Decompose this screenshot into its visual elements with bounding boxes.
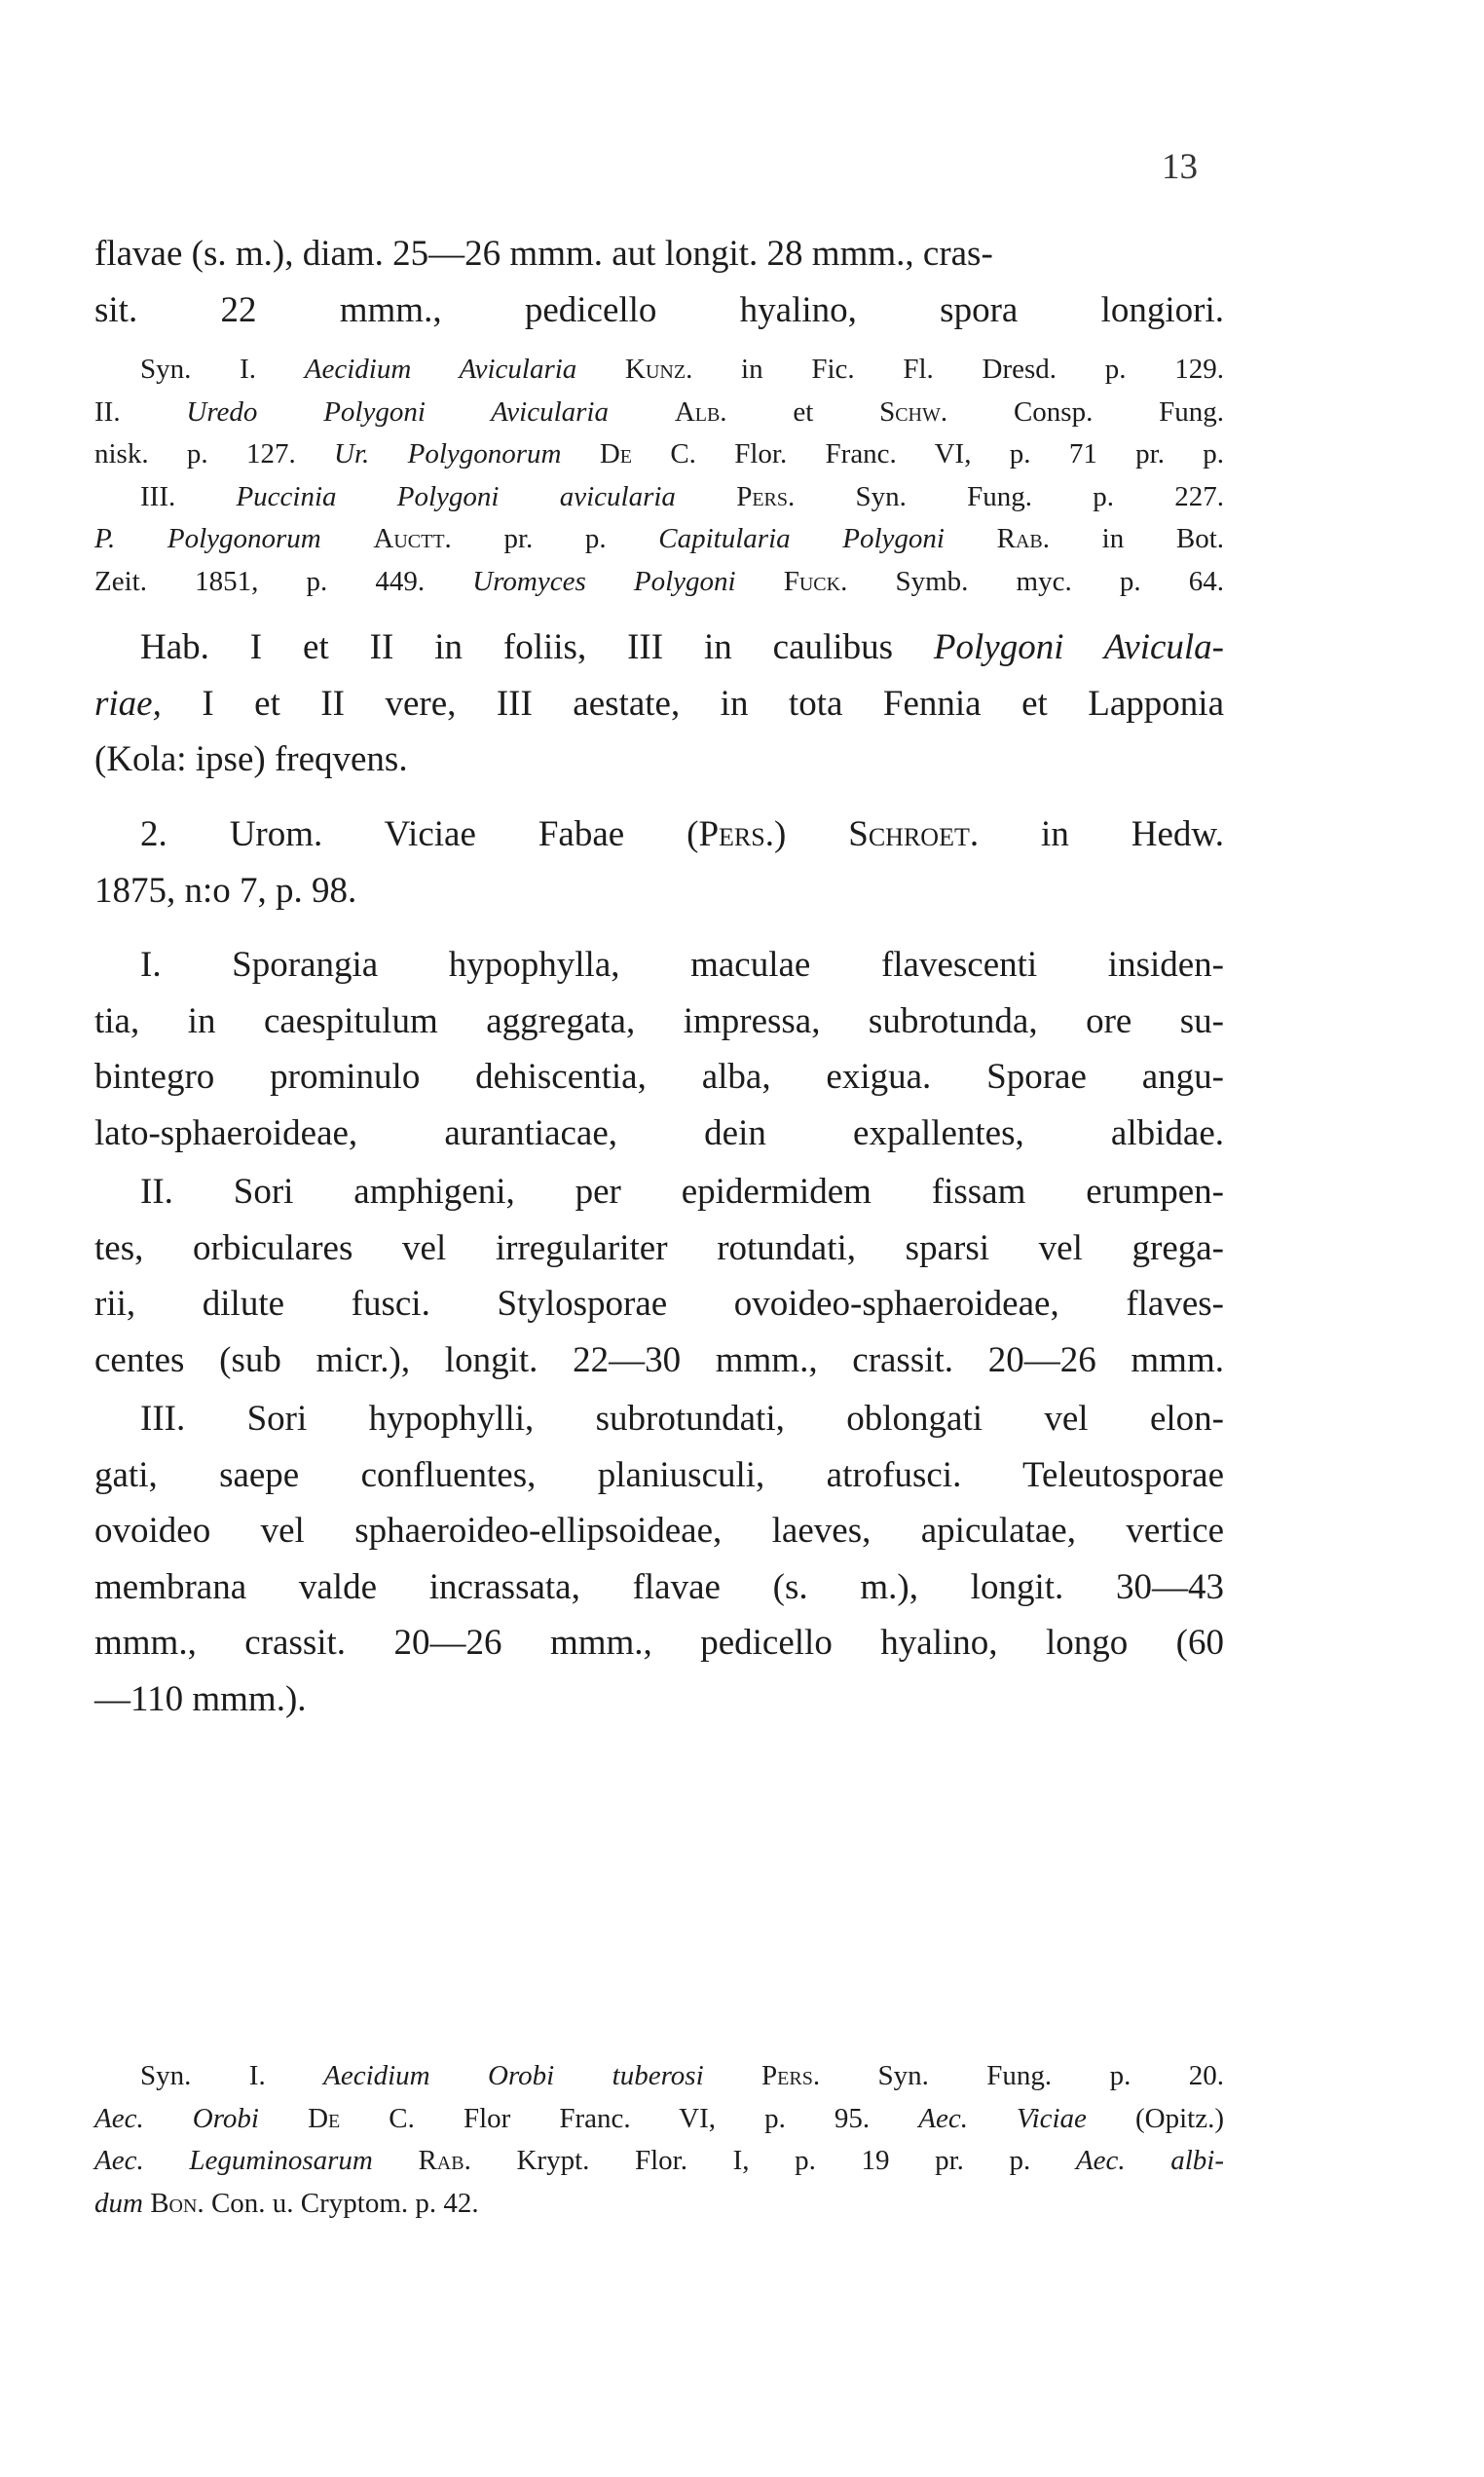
habitat-paragraph — [94, 619, 1224, 788]
text-line — [94, 561, 1224, 604]
text-segment: in Fic. Fl. Dresd. p. 129. — [692, 354, 1225, 385]
text-line: lato-sphaeroideae, aurantiacae, dein expallentes, albidae. — [94, 1112, 1224, 1153]
author-name: Rab. — [418, 2145, 471, 2176]
text-segment: in Bot. — [1050, 523, 1224, 554]
author-name: Rab. — [996, 523, 1051, 554]
text-segment — [373, 2145, 419, 2176]
text-segment: nisk. p. 127. — [94, 438, 335, 469]
text-line — [94, 2183, 1224, 2226]
description-teleutosporae — [94, 1391, 1224, 1727]
text-segment: (Kola: ipse) freqvens. — [94, 739, 408, 779]
text-segment — [562, 438, 600, 469]
text-segment — [676, 481, 736, 512]
text-segment: Syn. Fung. p. 20. — [820, 2060, 1224, 2091]
text-line: sit. 22 mmm., pedicello hyalino, spora longiori. — [94, 289, 1224, 330]
text-segment: pr. p. — [451, 523, 659, 554]
text-line: bintegro prominulo dehiscentia, alba, exigua. Sporae angu- — [94, 1057, 1224, 1097]
text-segment: Syn. Fung. p. 227. — [795, 480, 1224, 512]
synonymy-first — [94, 349, 1224, 603]
text-segment: Consp. Fung. — [947, 395, 1224, 428]
text-segment: Hab. I et II in foliis, III in caulibus — [140, 627, 934, 667]
text-line: III. Sori hypophylli, subrotundati, oblongati vel elon- — [140, 1399, 1224, 1439]
italic-taxon: dum — [94, 2187, 143, 2219]
author-name: De — [599, 438, 632, 469]
text-segment — [321, 523, 374, 554]
author-name: Bon. — [150, 2187, 204, 2219]
text-segment: et — [726, 395, 880, 428]
text-line — [94, 676, 1224, 732]
text-line: —110 mmm.). — [94, 1678, 307, 1719]
text-line — [94, 349, 1224, 392]
author-name: Auctt. — [373, 523, 452, 554]
text-line: tes, orbiculares vel irregulariter rotundati, sparsi vel grega- — [94, 1227, 1224, 1268]
italic-taxon: Capitularia Polygoni — [658, 523, 945, 554]
author-name: Schw. — [879, 395, 948, 428]
text-segment: in Hedw. — [979, 814, 1224, 854]
italic-taxon: Puccinia Polygoni avicularia — [236, 480, 676, 512]
text-line — [94, 863, 1224, 919]
text-segment — [945, 523, 997, 554]
text-line: rii, dilute fusci. Stylosporae ovoideo-sphaeroideae, flaves- — [94, 1284, 1224, 1324]
text-segment: Con. u. Cryptom. p. 42. — [204, 2187, 479, 2219]
italic-taxon: Aec. Orobi — [94, 2102, 259, 2134]
author-name: Pers. — [736, 480, 796, 512]
text-segment — [704, 2060, 761, 2091]
text-line — [94, 476, 1224, 519]
italic-taxon: Aec. Viciae — [918, 2102, 1087, 2134]
italic-taxon: Aecidium Orobi tuberosi — [323, 2060, 704, 2091]
text-segment: Syn. I. — [140, 354, 305, 385]
text-segment: C. Flor Franc. VI, p. 95. — [340, 2102, 919, 2134]
text-line: ovoideo vel sphaeroideo-ellipsoideae, laeves, apiculatae, vertice — [94, 1511, 1224, 1551]
description-stylosporae — [94, 1164, 1224, 1388]
italic-taxon: Ur. Polygonorum — [334, 438, 562, 469]
text-line — [94, 2055, 1224, 2098]
text-line: mmm., crassit. 20—26 mmm., pedicello hyalino, longo (60 — [94, 1623, 1224, 1663]
italic-taxon: Aec. Leguminosarum — [94, 2145, 373, 2176]
text-line: centes (sub micr.), longit. 22—30 mmm., crassit. 20—26 mmm. — [94, 1339, 1224, 1380]
text-segment: II. — [94, 395, 187, 428]
italic-taxon: Aec. albi- — [1075, 2145, 1225, 2176]
author-name: De — [308, 2102, 341, 2134]
text-line: flavae (s. m.), diam. 25—26 mmm. aut longit. 28 mmm., cras- — [94, 234, 993, 274]
text-line — [94, 619, 1224, 676]
author-name: Fuck. — [783, 565, 848, 597]
author-name: Pers. — [761, 2060, 821, 2091]
description-sporangia — [94, 937, 1224, 1161]
text-line: I. Sporangia hypophylla, maculae flavescenti insiden- — [140, 945, 1224, 985]
text-segment: 1875, n:o 7, p. 98. — [94, 870, 357, 911]
text-line: gati, saepe confluentes, planiusculi, atrofusci. Teleutosporae — [94, 1454, 1224, 1495]
italic-taxon: Aecidium Avicularia — [304, 354, 577, 385]
text-segment: I et II vere, III aestate, in tota Fennia et Lapponia — [161, 683, 1224, 724]
text-line — [94, 518, 1224, 561]
italic-taxon: Uredo Polygoni Avicularia — [186, 395, 609, 428]
text-line: tia, in caespitulum aggregata, impressa, subrotunda, ore su- — [94, 1000, 1224, 1041]
author-name: Schroet. — [848, 814, 980, 854]
text-segment: ) — [773, 814, 849, 854]
text-segment: Symb. myc. p. 64. — [847, 565, 1225, 597]
italic-taxon: Polygoni Avicula- — [933, 627, 1224, 667]
text-segment — [736, 566, 784, 597]
text-line: membrana valde incrassata, flavae (s. m.), longit. 30—43 — [94, 1566, 1224, 1607]
text-segment: Krypt. Flor. I, p. 19 pr. p. — [470, 2145, 1076, 2176]
continuation-paragraph — [94, 226, 1224, 338]
italic-taxon: Uromyces Polygoni — [472, 565, 736, 597]
text-segment — [576, 354, 625, 385]
text-line — [94, 732, 1224, 788]
text-segment: (Opitz.) — [1086, 2102, 1224, 2134]
text-line — [94, 2140, 1224, 2183]
text-line: II. Sori amphigeni, per epidermidem fissam erumpen- — [140, 1172, 1224, 1212]
text-segment: III. — [140, 480, 237, 512]
text-line — [94, 392, 1224, 434]
italic-taxon: P. Polygonorum — [94, 523, 321, 554]
italic-taxon: riae, — [94, 683, 162, 724]
text-segment — [259, 2103, 308, 2134]
author-name: Kunz. — [625, 354, 693, 385]
author-name: Alb. — [674, 395, 727, 428]
text-segment — [609, 396, 675, 428]
text-line — [94, 433, 1224, 476]
text-line — [94, 2098, 1224, 2141]
synonymy-second — [94, 2055, 1224, 2225]
page-number: 13 — [1162, 147, 1198, 187]
author-name: Pers. — [698, 814, 774, 854]
text-segment: Syn. I. — [140, 2060, 324, 2091]
species-heading — [94, 807, 1224, 919]
text-segment: C. Flor. Franc. VI, p. 71 pr. p. — [632, 438, 1225, 469]
text-segment: Zeit. 1851, p. 449. — [94, 565, 473, 597]
text-segment: 2. Urom. Viciae Fabae ( — [140, 814, 699, 854]
text-line — [94, 807, 1224, 863]
